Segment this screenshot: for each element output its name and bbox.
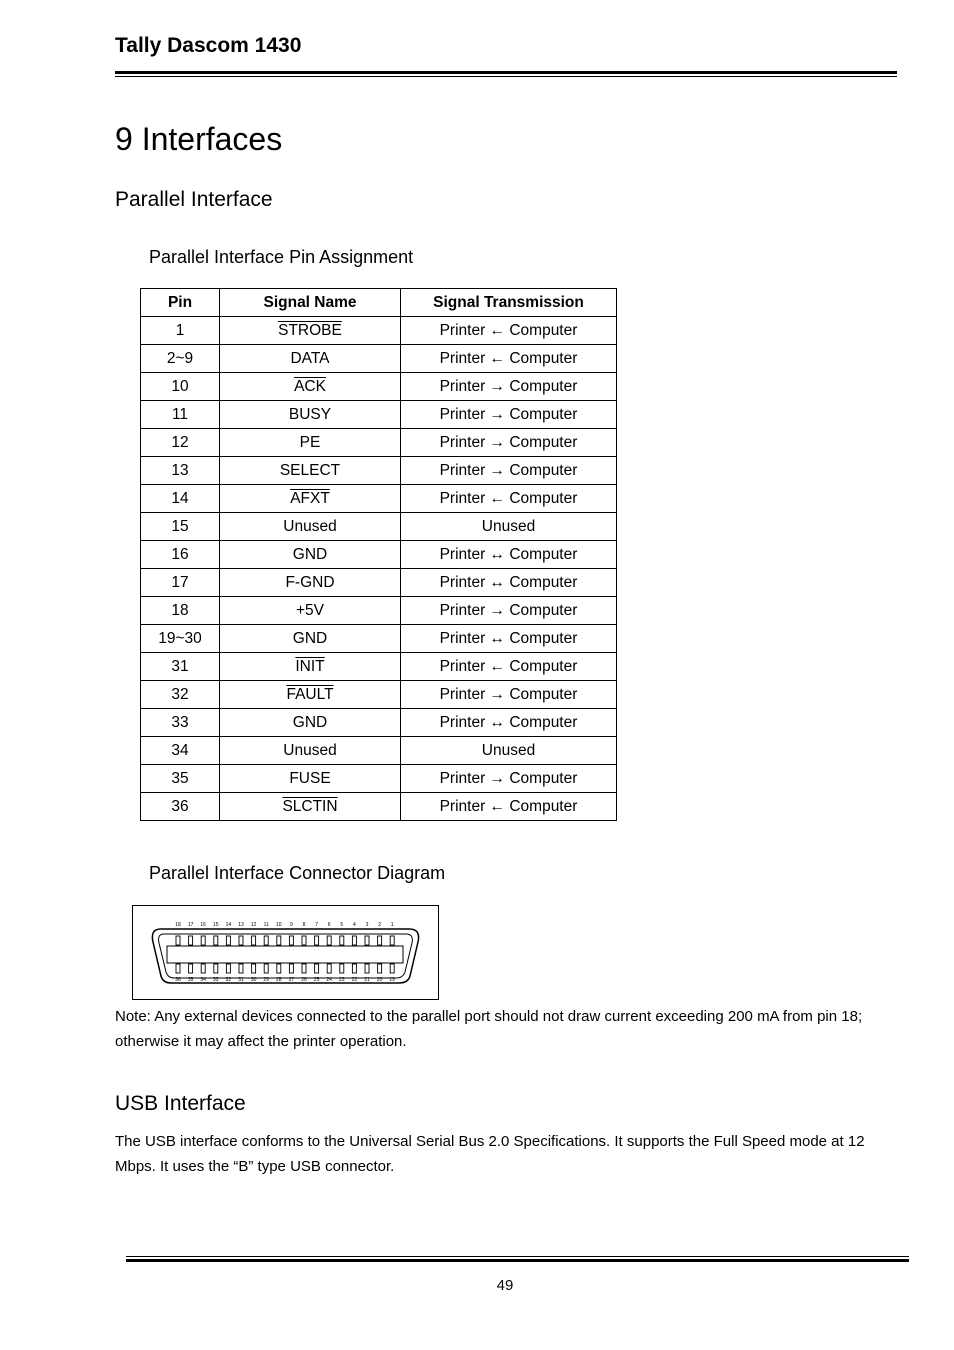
bottom-pin [277, 964, 281, 973]
table-row [141, 765, 617, 793]
signal-name-cell-text: DATA [290, 349, 330, 367]
top-pin-number: 3 [365, 922, 369, 928]
pin-cell [141, 373, 220, 401]
signal-transmission-cell-text: Printer ← Computer [439, 321, 578, 339]
bottom-pin-number: 25 [313, 977, 320, 983]
signal-name-cell [220, 737, 401, 765]
top-pin-number: 4 [353, 922, 356, 928]
table-row [141, 541, 617, 569]
pin-assignment-table [140, 288, 617, 821]
signal-transmission-cell-text: Unused [481, 741, 536, 759]
document-header-title: Tally Dascom 1430 [115, 34, 302, 57]
header-rule [115, 71, 897, 77]
top-pin [226, 936, 230, 945]
top-pin [327, 936, 331, 945]
signal-transmission-cell [401, 793, 617, 821]
pin-cell [141, 681, 220, 709]
signal-transmission-cell-text: Printer → Computer [439, 461, 578, 479]
signal-transmission-cell [401, 317, 617, 345]
signal-name-cell-text: BUSY [288, 405, 332, 423]
signal-name-cell [220, 765, 401, 793]
bottom-pin-number: 32 [225, 977, 232, 983]
bottom-pin-number: 30 [250, 977, 257, 983]
signal-name-cell [220, 317, 401, 345]
signal-name-cell-text: Unused [283, 741, 337, 759]
pin-cell [141, 401, 220, 429]
pin-cell-text: 33 [171, 713, 189, 731]
top-pin [214, 936, 218, 945]
signal-name-cell [220, 597, 401, 625]
parallel-note: Note: Any external devices connected to the parallel port should not draw current exceeding 200 mA from pin 18; otherwise it may affect the printer operation. [115, 1008, 863, 1050]
signal-transmission-cell [401, 345, 617, 373]
table-row [141, 737, 617, 765]
pin-cell [141, 429, 220, 457]
bottom-pin-number: 26 [301, 977, 307, 983]
pin-cell [141, 345, 220, 373]
bottom-pin [264, 964, 268, 973]
signal-name-cell [220, 625, 401, 653]
signal-name-cell [220, 793, 401, 821]
bottom-pin-number: 31 [238, 977, 244, 983]
signal-name-cell [220, 709, 401, 737]
bottom-pin-number: 27 [288, 977, 295, 983]
bottom-pin [378, 964, 382, 973]
top-pin-number: 14 [225, 922, 232, 928]
pin-cell-text: 14 [171, 489, 189, 507]
bottom-pin [201, 964, 205, 973]
signal-name-cell-text: GND [292, 713, 328, 731]
top-pin-number: 17 [187, 922, 194, 928]
bottom-pin [390, 964, 394, 973]
bottom-pin-number: 19 [389, 977, 395, 983]
signal-transmission-cell [401, 541, 617, 569]
table-row [141, 345, 617, 373]
pin-cell [141, 653, 220, 681]
top-pin [378, 936, 382, 945]
signal-transmission-cell [401, 401, 617, 429]
signal-name-cell-text: STROBE [278, 321, 342, 339]
signal-transmission-cell-text: Printer ← Computer [439, 797, 578, 815]
top-pin-number: 15 [213, 922, 219, 928]
signal-transmission-cell [401, 653, 617, 681]
signal-transmission-cell [401, 625, 617, 653]
signal-transmission-cell [401, 737, 617, 765]
pin-cell-text: 35 [171, 769, 189, 787]
top-pin-number: 16 [200, 922, 206, 928]
signal-name-cell [220, 569, 401, 597]
bottom-pin [214, 964, 218, 973]
signal-transmission-cell-text: Printer → Computer [439, 405, 578, 423]
bottom-pin-number: 20 [376, 977, 383, 983]
table-row [141, 457, 617, 485]
parallel-connector-image [133, 906, 438, 999]
signal-name-cell-text: AFXT [290, 489, 330, 507]
signal-transmission-cell-text: Printer → Computer [439, 685, 578, 703]
column-header-signal-transmission: Signal Transmission [401, 289, 617, 317]
bottom-pin-number: 34 [200, 977, 206, 983]
signal-name-cell-text: GND [292, 545, 328, 563]
signal-transmission-cell-text: Printer ← Computer [439, 349, 578, 367]
pin-cell [141, 541, 220, 569]
parallel-interface-heading: Parallel Interface [115, 188, 273, 211]
pin-cell-text: 16 [171, 545, 189, 563]
bottom-pin [289, 964, 293, 973]
signal-name-cell [220, 373, 401, 401]
top-pin [365, 936, 369, 945]
signal-name-cell-text: INIT [295, 657, 325, 675]
signal-name-cell [220, 401, 401, 429]
signal-transmission-cell [401, 681, 617, 709]
connector-diagram-title: Parallel Interface Connector Diagram [149, 863, 446, 883]
signal-name-cell-text: $\overline{ACK}$ [294, 377, 326, 395]
bottom-pin [315, 964, 319, 973]
table-row [141, 401, 617, 429]
top-pin [315, 936, 319, 945]
table-row [141, 653, 617, 681]
top-pin-number: 7 [315, 922, 318, 928]
table-row [141, 709, 617, 737]
bottom-pin [327, 964, 331, 973]
top-pin [302, 936, 306, 945]
pin-cell [141, 625, 220, 653]
top-pin-number: 9 [290, 922, 293, 928]
table-header-row [141, 289, 617, 317]
signal-name-cell [220, 653, 401, 681]
signal-name-cell [220, 681, 401, 709]
top-pin-number: 1 [390, 922, 394, 928]
pin-cell-text: 12 [171, 433, 189, 451]
signal-transmission-cell-text: Unused [481, 517, 536, 535]
top-pin-number: 6 [327, 922, 331, 928]
pin-cell-text: 18 [171, 601, 189, 619]
bottom-pin [189, 964, 193, 973]
signal-transmission-cell [401, 597, 617, 625]
bottom-pin [226, 964, 230, 973]
pin-table-body [141, 317, 617, 821]
signal-name-cell-text: F-GND [285, 573, 335, 591]
bottom-pin [340, 964, 344, 973]
signal-transmission-cell [401, 457, 617, 485]
table-row [141, 597, 617, 625]
column-header-pin: Pin [141, 289, 220, 317]
table-row [141, 513, 617, 541]
bottom-pin [252, 964, 256, 973]
pin-cell-text: 17 [171, 573, 189, 591]
pin-cell-text: 13 [171, 461, 189, 479]
pin-cell-text: 19~30 [158, 629, 202, 647]
table-row [141, 429, 617, 457]
signal-name-cell-text: Unused [283, 517, 337, 535]
pin-cell [141, 765, 220, 793]
pin-cell [141, 485, 220, 513]
top-pin [390, 936, 394, 945]
top-pin [264, 936, 268, 945]
top-pin [189, 936, 193, 945]
top-pin [289, 936, 293, 945]
signal-transmission-cell [401, 569, 617, 597]
signal-name-cell-text: GND [292, 629, 328, 647]
signal-name-cell-text: FUSE [289, 769, 331, 787]
signal-transmission-cell-text: Printer ← Computer [439, 657, 578, 675]
bottom-pin-number: 22 [351, 977, 358, 983]
signal-transmission-cell-text: Printer → Computer [439, 377, 578, 395]
table-row [141, 793, 617, 821]
usb-description: The USB interface conforms to the Universal Serial Bus 2.0 Specifications. It supports the Full Speed mode at 12 Mbps. It uses the “B” type USB connector. [115, 1133, 865, 1175]
footer-rule [126, 1256, 909, 1262]
signal-transmission-cell [401, 709, 617, 737]
pin-cell [141, 737, 220, 765]
top-pin [277, 936, 281, 945]
signal-name-cell [220, 345, 401, 373]
signal-name-cell [220, 513, 401, 541]
top-pin-number: 12 [250, 922, 257, 928]
signal-name-cell-text: SELECT [279, 461, 341, 479]
column-header-signal-name: Signal Name [220, 289, 401, 317]
top-pin [252, 936, 256, 945]
signal-transmission-cell-text: Printer → Computer [439, 769, 578, 787]
pin-cell [141, 457, 220, 485]
table-row [141, 569, 617, 597]
chapter-title: 9 Interfaces [115, 121, 283, 157]
pin-cell-text: 15 [171, 517, 189, 535]
bottom-pin-number: 35 [187, 977, 194, 983]
signal-transmission-cell-text: Printer ↔ Computer [439, 629, 578, 647]
pin-cell-text: 10 [171, 377, 189, 395]
top-pin [352, 936, 356, 945]
pin-cell-text: 32 [171, 685, 189, 703]
top-pin [201, 936, 205, 945]
pin-cell [141, 569, 220, 597]
pin-cell-text: 11 [171, 405, 189, 423]
table-row [141, 625, 617, 653]
bottom-pin-number: 29 [263, 977, 269, 983]
signal-name-cell [220, 541, 401, 569]
signal-name-cell-text: +5V [295, 601, 324, 619]
pin-cell [141, 709, 220, 737]
signal-transmission-cell-text: Printer ↔ Computer [439, 713, 578, 731]
bottom-pin-number: 28 [276, 977, 282, 983]
bottom-pin-number: 23 [339, 977, 345, 983]
bottom-pin [352, 964, 356, 973]
signal-name-cell [220, 429, 401, 457]
signal-name-cell [220, 457, 401, 485]
top-pin-number: 18 [175, 922, 181, 928]
signal-name-cell-text: FAULT [286, 685, 334, 703]
bottom-pin-number: 21 [364, 977, 370, 983]
signal-name-cell-text: PE [299, 433, 321, 451]
bottom-pin [176, 964, 180, 973]
signal-transmission-cell [401, 513, 617, 541]
pin-cell [141, 317, 220, 345]
pin-cell-text: 1 [175, 321, 185, 339]
top-pin [176, 936, 180, 945]
signal-name-cell [220, 485, 401, 513]
top-pin-number: 8 [302, 922, 306, 928]
pin-cell-text: 31 [171, 657, 189, 675]
usb-interface-heading: USB Interface [115, 1092, 246, 1115]
top-pin-number: 13 [238, 922, 244, 928]
top-pin-number: 10 [276, 922, 282, 928]
signal-transmission-cell-text: Printer ↔ Computer [439, 573, 578, 591]
top-pin [239, 936, 243, 945]
pin-assignment-title: Parallel Interface Pin Assignment [149, 247, 414, 267]
signal-transmission-cell-text: Printer ↔ Computer [439, 545, 578, 563]
bottom-pin-number: 24 [326, 977, 332, 983]
table-row [141, 681, 617, 709]
pin-cell [141, 513, 220, 541]
bottom-pin [239, 964, 243, 973]
pin-cell [141, 793, 220, 821]
table-row [141, 317, 617, 345]
signal-transmission-cell-text: Printer → Computer [439, 601, 578, 619]
pin-cell-text: 36 [171, 797, 189, 815]
signal-transmission-cell-text: Printer → Computer [439, 433, 578, 451]
page-number: 49 [496, 1277, 514, 1294]
bottom-pin-number: 33 [213, 977, 219, 983]
top-pin-number: 2 [378, 922, 381, 928]
bottom-pin [302, 964, 306, 973]
signal-name-cell-text: SLCTIN [282, 797, 338, 815]
signal-transmission-cell [401, 429, 617, 457]
signal-transmission-cell [401, 373, 617, 401]
signal-transmission-cell [401, 765, 617, 793]
bottom-pin [365, 964, 369, 973]
pin-cell [141, 597, 220, 625]
top-pin-number: 5 [340, 922, 344, 928]
pin-cell-text: 34 [171, 741, 189, 759]
top-pin-number: 11 [263, 922, 269, 928]
top-pin [340, 936, 344, 945]
table-row [141, 485, 617, 513]
pin-cell-text: 2~9 [166, 349, 194, 367]
bottom-pin-number: 36 [175, 977, 181, 983]
table-row [141, 373, 617, 401]
signal-transmission-cell-text: Printer ← Computer [439, 489, 578, 507]
connector-diagram [132, 905, 439, 1000]
signal-transmission-cell [401, 485, 617, 513]
